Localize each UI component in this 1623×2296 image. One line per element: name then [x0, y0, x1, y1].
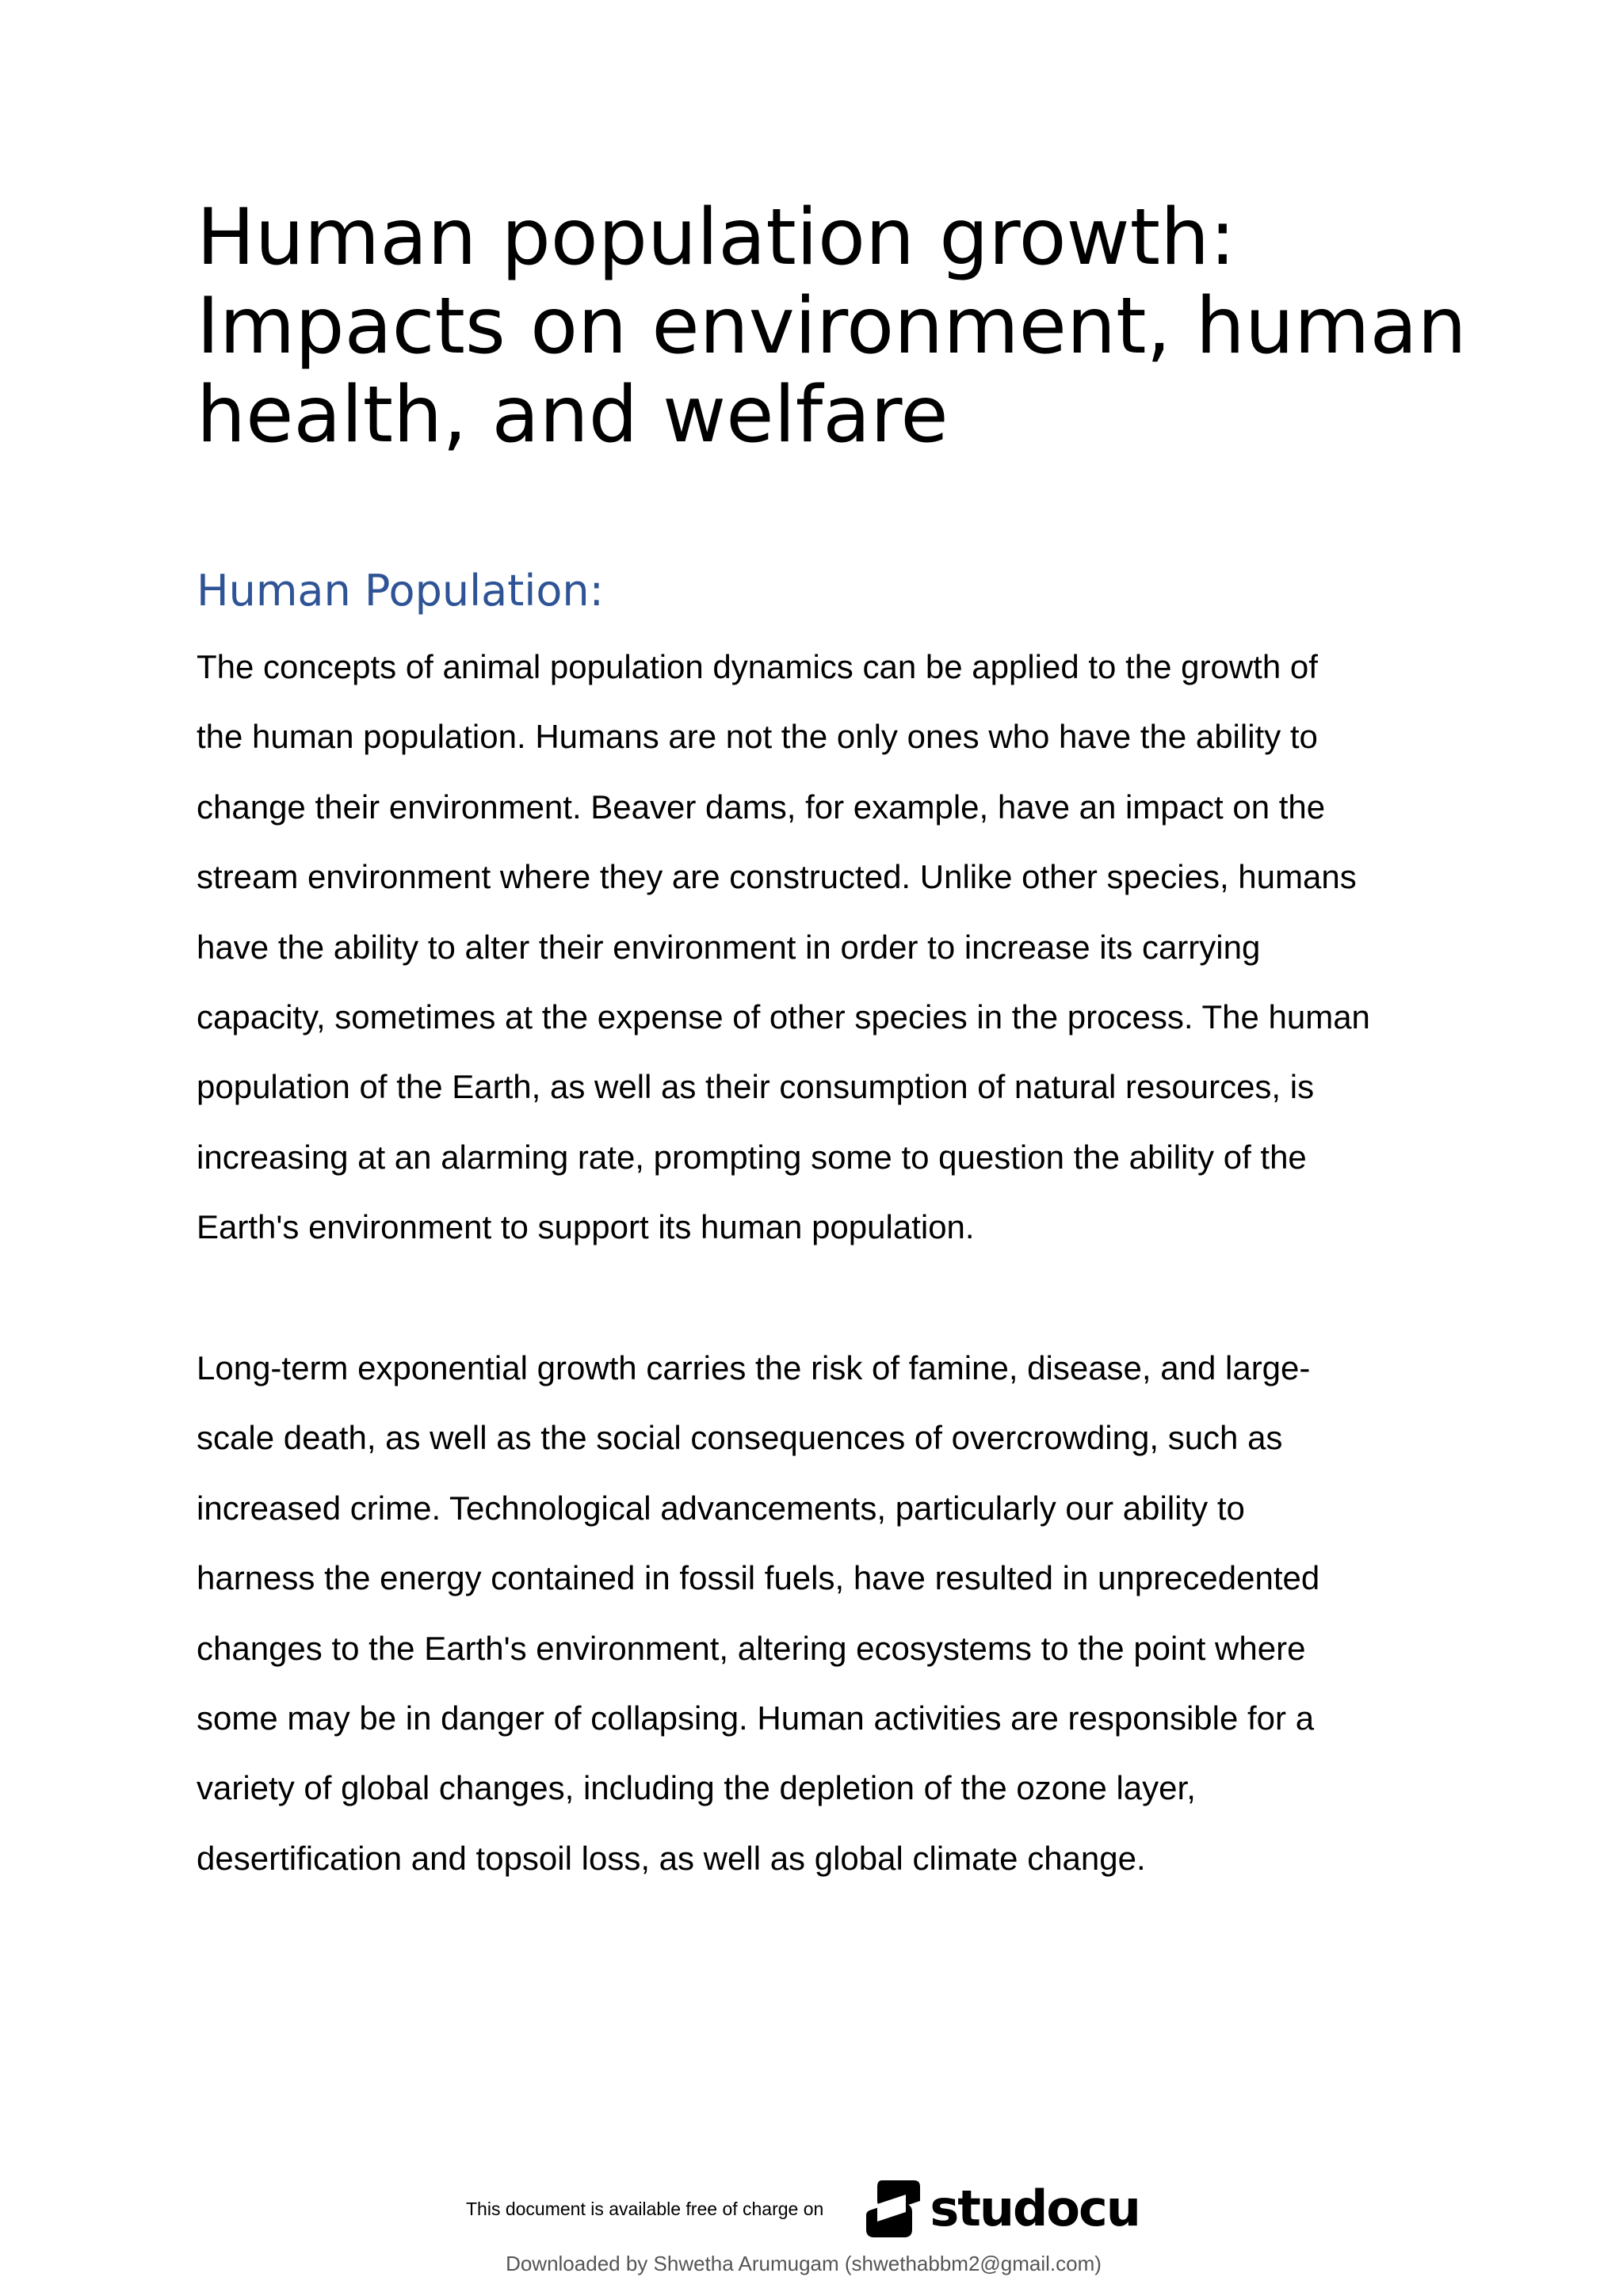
paragraph-line: increased crime. Technological advancements, particularly our ability to: [197, 1489, 1245, 1527]
paragraph-line: some may be in danger of collapsing. Human activities are responsible for a: [197, 1699, 1315, 1737]
paragraph-line: stream environment where they are constructed. Unlike other species, humans: [197, 858, 1357, 896]
paragraph-line: increasing at an alarming rate, prompting some to question the ability of the: [197, 1138, 1307, 1176]
download-text: Downloaded by Shwetha Arumugam (shwethabbm2@gmail.com): [506, 2252, 1102, 2275]
document-title: [197, 193, 1465, 460]
paragraph-line: Earth's environment to support its human population.: [197, 1208, 975, 1246]
paragraph-line: desertification and topsoil loss, as well as global climate change.: [197, 1839, 1146, 1877]
paragraph-line: changes to the Earth's environment, altering ecosystems to the point where: [197, 1629, 1306, 1667]
title-line: Human population growth:: [197, 193, 1236, 283]
title-line: Impacts on environment, human: [197, 281, 1467, 372]
title-line: health, and welfare: [197, 370, 949, 460]
body-paragraph-1: [197, 632, 1449, 1263]
paragraph-line: Long-term exponential growth carries the risk of famine, disease, and large-: [197, 1349, 1311, 1386]
brand-name: studocu: [930, 2180, 1140, 2237]
paragraph-line: capacity, sometimes at the expense of other species in the process. The human: [197, 998, 1370, 1036]
paragraph-line: harness the energy contained in fossil fuels, have resulted in unprecedented: [197, 1559, 1320, 1597]
studocu-brand-link[interactable]: [858, 2177, 1140, 2241]
body-paragraph-2: [197, 1333, 1449, 1894]
section-heading: Human Population:: [197, 566, 604, 616]
paragraph-line: the human population. Humans are not the only ones who have the ability to: [197, 718, 1318, 756]
download-attribution: [0, 2252, 1623, 2276]
paragraph-line: change their environment. Beaver dams, for example, have an impact on the: [197, 788, 1326, 826]
paragraph-line: The concepts of animal population dynamics can be applied to the growth of: [197, 648, 1318, 685]
paragraph-line: have the ability to alter their environment in order to increase its carrying: [197, 928, 1261, 966]
availability-text: This document is available free of charge on: [466, 2198, 824, 2219]
paragraph-line: population of the Earth, as well as their consumption of natural resources, is: [197, 1068, 1315, 1106]
footer-availability: [466, 2177, 1140, 2241]
studocu-logo-icon: [858, 2177, 925, 2241]
paragraph-line: scale death, as well as the social consequences of overcrowding, such as: [197, 1419, 1283, 1457]
paragraph-line: variety of global changes, including the depletion of the ozone layer,: [197, 1769, 1196, 1807]
